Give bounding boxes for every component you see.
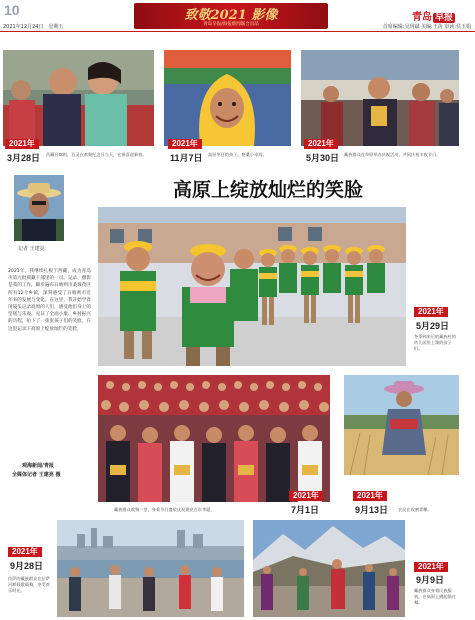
photo-children-smiling (3, 50, 154, 146)
date-top-3: 5月30日 (306, 153, 340, 163)
date-right-1: 5月29日 (416, 321, 450, 331)
badge-year-3: 2021年 (304, 139, 338, 149)
photo-tibetan-festival (301, 50, 459, 146)
reporter-signature-2: 全媒体记者 王建亮 摄 (12, 472, 61, 478)
reporter-signature-1: 观海新闻/青报 (22, 463, 54, 469)
brand-zaobao: 早报 (435, 13, 454, 23)
date-bottom-1: 9月28日 (10, 561, 44, 571)
date-top-1: 3月28日 (7, 153, 41, 163)
photo-mountain-dance (253, 520, 405, 617)
page-number: 10 (4, 2, 20, 18)
reporter-article: 2021年，我继续扎根于西藏，成为青岛市第九批援藏干部里的一员。记录、摄影是我的工作，脚步遍布日喀则市桑珠孜区所有12个乡镇，深刻感受了日喀则市近年来的发展与变化。在这里，我开始学着用镜头记录高原的人们，感受他们身上的坚韧与乐观。见证了全面小康、乡村振兴的历程，拍下了一张张孩子们的笑脸，在这里记录下高原上绽放灿烂的笑脸。 (8, 269, 91, 332)
caption-bottom-1: 拉萨的藏族群众在拉萨河畔载歌载舞，享受欢乐时光。 (8, 576, 50, 593)
editor-credits: 首席编辑:吴玥斌 美编:王茵 审读:侯玉娟 (382, 24, 471, 30)
reporter-portrait (14, 175, 64, 241)
photo-kindergarten-children (98, 207, 406, 366)
caption-middle-2: 农民在收割青稞。 (398, 507, 432, 512)
dateline: 2021年12月24日 星期五 (3, 24, 64, 30)
badge-year-1: 2021年 (5, 139, 39, 149)
caption-right-1: 冬季到来后的藏族村的幼儿园里上课的孩子们。 (414, 334, 456, 351)
date-middle-2: 9月13日 (355, 505, 389, 515)
date-top-2: 11月7日 (170, 153, 203, 163)
page-header (0, 0, 475, 34)
brand-qingdao: 青岛 (412, 12, 432, 23)
photo-girl-yellow-scarf (164, 50, 291, 146)
caption-top-3: 藏族群众在草原举办庆祝活动，共同庆祝丰收节日。 (344, 152, 441, 157)
header-rule (0, 31, 475, 32)
badge-year-5: 2021年 (289, 491, 323, 501)
headline: 高原上绽放灿烂的笑脸 (172, 179, 363, 201)
reporter-name: 记者 王建亮 (18, 246, 45, 252)
badge-year-2: 2021年 (168, 139, 202, 149)
header-banner (134, 3, 328, 29)
brand-logo (412, 5, 455, 21)
caption-top-2: 高原冬日的孩子，格桑小卓玛。 (208, 152, 267, 157)
badge-year-8: 2021年 (414, 562, 448, 572)
caption-top-1: 西藏日喀则，百灵在欢聚纪念日当天，宏扬喜迎新春。 (46, 152, 147, 157)
badge-year-6: 2021年 (353, 491, 387, 501)
photo-harvest-barley (344, 375, 459, 475)
date-bottom-2: 9月9日 (416, 575, 445, 585)
banner-title: 致敬2021 影像 (184, 8, 278, 23)
badge-year-4: 2021年 (414, 307, 448, 317)
photo-crowd-celebration (98, 375, 330, 502)
date-middle-1: 7月1日 (291, 505, 320, 515)
photo-lakeside-dance (57, 520, 244, 617)
caption-middle-1: 藏族群众欢聚一堂，身着节日盛装庆祝建党百年华诞。 (114, 507, 215, 512)
badge-year-7: 2021年 (8, 547, 42, 557)
caption-bottom-2: 藏族群众身着民族服装，在高原上跳起锅庄舞。 (414, 588, 456, 605)
banner-subtitle: 青岛早报/海报新闻联合出品 (203, 22, 259, 27)
